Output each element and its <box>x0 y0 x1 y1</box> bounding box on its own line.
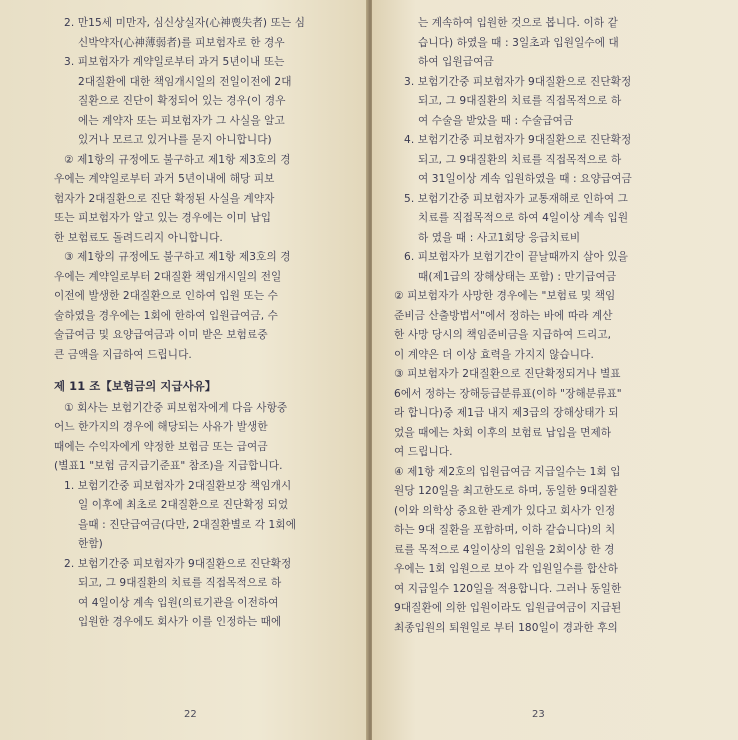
text-line: 1. 보험기간중 피보험자가 2대질환보장 책임개시 <box>64 479 292 492</box>
text-line: 신박약자(心神薄弱者)를 피보험자로 한 경우 <box>78 36 285 49</box>
text-line: 2. 보험기간중 피보험자가 9대질환으로 진단확정 <box>64 557 292 570</box>
text-line: 험자가 2대질환으로 진단 확정된 사실을 계약자 <box>54 192 275 205</box>
text-line: ② 제1항의 규정에도 불구하고 제1항 제3호의 경 <box>64 153 291 166</box>
text-line: 여 지급일수 120일을 적용합니다. 그러나 동일한 <box>394 582 622 595</box>
text-line: 한 보험료도 돌려드리지 아니합니다. <box>54 231 223 244</box>
text-line: (별표1 "보험 금지급기준표" 참조)을 지급합니다. <box>54 460 283 472</box>
text-line: 었을 때에는 차회 이후의 보험료 납입을 면제하 <box>394 426 612 439</box>
left-page-text-bottom <box>54 399 360 633</box>
text-line: 우에는 1회 입원으로 보아 각 입원일수를 합산하 <box>394 563 618 575</box>
text-line: ③ 제1항의 규정에도 불구하고 제1항 제3호의 경 <box>64 251 291 263</box>
text-line: 어느 한가지의 경우에 해당되는 사유가 발생한 <box>54 421 268 433</box>
text-line: ③ 피보험자가 2대질환으로 진단확정되거나 별표 <box>394 368 621 380</box>
right-page-text <box>394 14 716 638</box>
text-line: 6. 피보험자가 보험기간이 끝날때까지 살아 있을 <box>404 251 628 263</box>
text-line: 때에는 수익자에게 약정한 보험금 또는 급여금 <box>54 440 268 453</box>
text-line: 때(제1급의 장해상태는 포함) : 만기급여금 <box>418 270 617 283</box>
text-line: 2. 만15세 미만자, 심신상실자(心神喪失者) 또는 심 <box>64 17 306 29</box>
text-line: 치료를 직접목적으로 하여 4일이상 계속 입원 <box>418 212 629 224</box>
text-line: 큰 금액을 지급하여 드립니다. <box>54 348 192 361</box>
text-line: 여 31일이상 계속 입원하였을 때 : 요양급여금 <box>418 173 632 185</box>
text-line: 한함) <box>78 538 103 550</box>
text-line: 술급여금 및 요양급여금과 이미 받은 보험료중 <box>54 329 268 341</box>
text-line: (이와 의학상 중요한 관계가 있다고 회사가 인정 <box>394 504 616 517</box>
text-line: 료를 목적으로 4일이상의 입원을 2회이상 한 경 <box>394 543 615 556</box>
text-line: 원당 120일을 최고한도로 하며, 동일한 9대질환 <box>394 485 618 497</box>
text-line: 이전에 발생한 2대질환으로 인하여 입원 또는 수 <box>54 290 278 302</box>
text-line: 되고, 그 9대질환의 치료를 직접목적으로 하 <box>418 153 622 166</box>
text-line: 3. 피보험자가 계약일로부터 과거 5년이내 또는 <box>64 56 285 68</box>
text-line: 4. 보험기간중 피보험자가 9대질환으로 진단확정 <box>404 134 632 146</box>
text-line: 을때 : 진단급여금(다만, 2대질환별로 각 1회에 <box>78 518 297 531</box>
page-number-left: 22 <box>184 709 197 720</box>
text-line: 준비금 산출방법서"에서 정하는 바에 따라 계산 <box>394 309 613 322</box>
text-line: 우에는 계약일로부터 2대질환 책임개시일의 전일 <box>54 270 282 283</box>
text-line: 9대질환에 의한 입원이라도 입원급여금이 지급된 <box>394 602 622 614</box>
text-line: 되고, 그 9대질환의 치료를 직접목적으로 하 <box>418 95 622 107</box>
text-line: 입원한 경우에도 회사가 이를 인정하는 때에 <box>78 616 282 628</box>
text-line: 습니다) 하였을 때 : 3일초과 입원일수에 대 <box>418 36 619 49</box>
article-heading: 제 11 조【보험금의 지급사유】 <box>54 379 217 393</box>
text-line: 일 이후에 최초로 2대질환으로 진단확정 되었 <box>78 499 289 511</box>
left-page <box>0 0 368 740</box>
text-line: 질환으로 진단이 확정되어 있는 경우(이 경우 <box>78 95 286 107</box>
text-line: 5. 보험기간중 피보험자가 교통재해로 인하여 그 <box>404 192 628 205</box>
text-line: 하는 9대 질환을 포함하며, 이하 같습니다)의 치 <box>394 524 616 536</box>
text-line: 한 사망 당시의 책임준비금을 지급하여 드리고, <box>394 329 612 341</box>
text-line: 라 합니다)중 제1급 내지 제3급의 장해상태가 되 <box>394 407 619 419</box>
text-line: 6에서 정하는 장해등급분류표(이하 "장해분류표" <box>394 387 622 400</box>
text-line: 에는 계약자 또는 피보험자가 그 사실을 알고 <box>78 114 285 127</box>
left-page-text-top <box>54 14 360 365</box>
right-page <box>372 0 738 740</box>
text-line: 하 였을 때 : 사고1회당 응급치료비 <box>418 231 581 244</box>
text-line: 최종입원의 퇴원일로 부터 180일이 경과한 후의 <box>394 621 618 634</box>
text-line: 이 계약은 더 이상 효력을 가지지 않습니다. <box>394 348 594 361</box>
text-line: ② 피보험자가 사망한 경우에는 "보험료 및 책임 <box>394 290 616 302</box>
text-line: 우에는 계약일로부터 과거 5년이내에 해당 피보 <box>54 173 275 185</box>
text-line: 여 수술을 받았을 때 : 수술급여금 <box>418 114 574 127</box>
text-line: 여 4일이상 계속 입원(의료기관을 이전하여 <box>78 596 279 609</box>
text-line: 3. 보험기간중 피보험자가 9대질환으로 진단확정 <box>404 75 632 88</box>
text-line: 는 계속하여 입원한 것으로 봅니다. 이하 같 <box>418 17 618 29</box>
text-line: ① 회사는 보험기간중 피보험자에게 다음 사항중 <box>64 401 288 414</box>
text-line: 2대질환에 대한 책임개시일의 전일이전에 2대 <box>78 75 292 88</box>
text-line: ④ 제1항 제2호의 입원급여금 지급일수는 1회 입 <box>394 465 621 478</box>
text-line: 하여 입원급여금 <box>418 56 494 68</box>
text-line: 여 드립니다. <box>394 446 453 458</box>
page-number-right: 23 <box>532 709 545 720</box>
text-line: 술하였을 경우에는 1회에 한하여 입원급여금, 수 <box>54 309 278 322</box>
text-line: 있거나 모르고 있거나를 묻지 아니합니다) <box>78 134 272 146</box>
text-line: 또는 피보험자가 알고 있는 경우에는 이미 납입 <box>54 212 272 224</box>
text-line: 되고, 그 9대질환의 치료를 직접목적으로 하 <box>78 577 282 589</box>
